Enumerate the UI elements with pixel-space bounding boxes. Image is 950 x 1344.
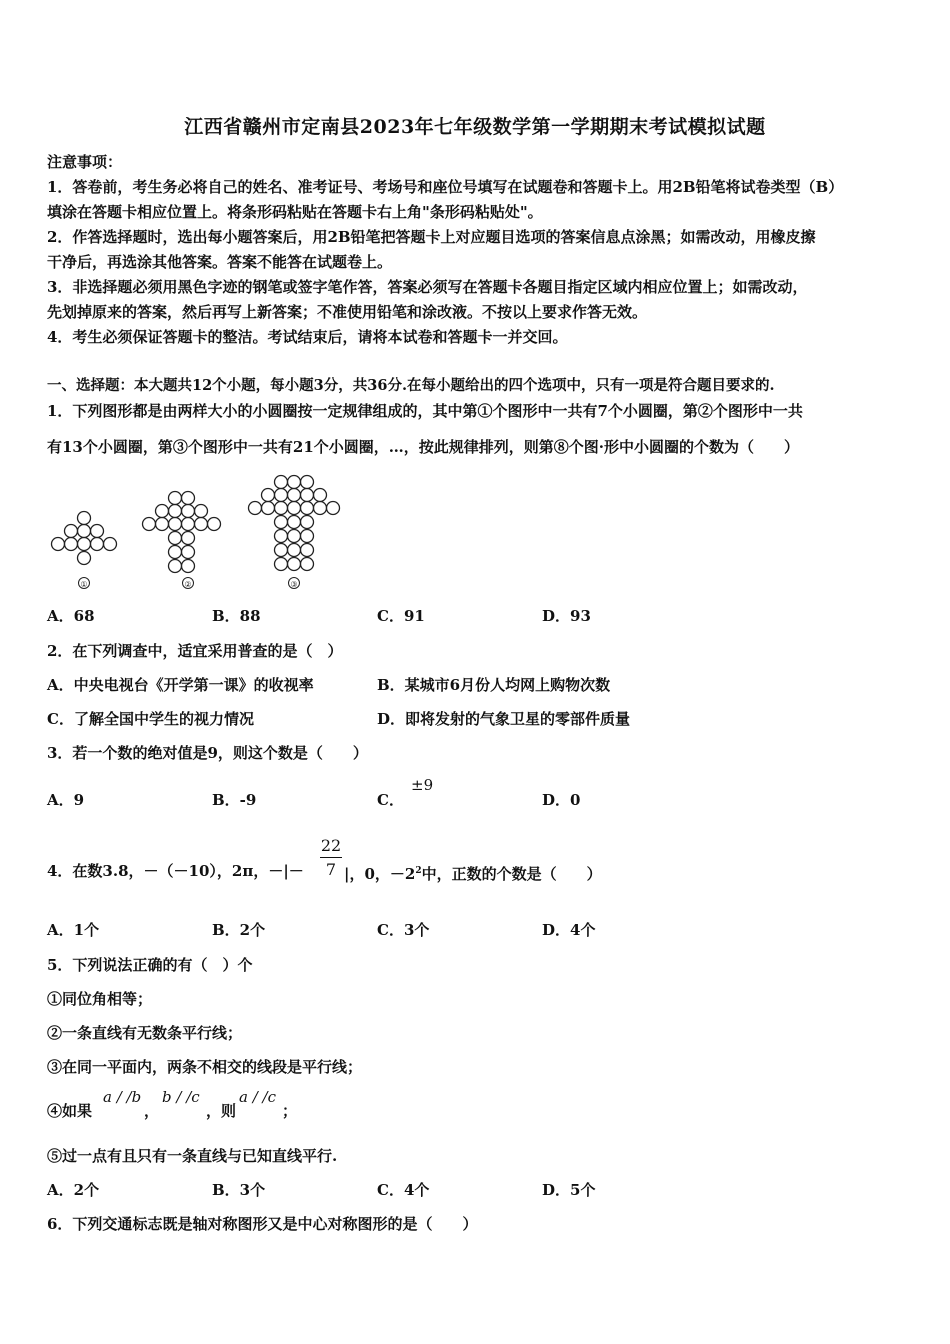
- page-title: 江西省赣州市定南县2023年七年级数学第一学期期末考试模拟试题: [184, 116, 766, 138]
- q4-option-d: D．4个: [542, 921, 596, 939]
- q3-option-a: A．9: [47, 791, 85, 809]
- q1-option-b: B．88: [212, 607, 261, 625]
- q6-stem: 6．下列交通标志既是轴对称图形又是中心对称图形的是（ ）: [47, 1215, 478, 1233]
- notice-line: 干净后，再选涂其他答案。答案不能答在试题卷上。: [47, 253, 393, 271]
- notice-line: 4．考生必须保证答题卡的整洁。考试结束后，请将本试卷和答题卡一并交回。: [47, 328, 568, 346]
- q3-option-b: B．-9: [212, 791, 257, 809]
- q1-option-a: A．68: [47, 607, 95, 625]
- q2-stem: 2．在下列调查中，适宜采用普查的是（ ）: [47, 642, 343, 660]
- notice-line: 填涂在答题卡相应位置上。将条形码粘贴在答题卡右上角"条形码粘贴处"。: [47, 203, 543, 221]
- fraction-numerator: 22: [320, 836, 342, 855]
- q3-stem: 3．若一个数的绝对值是9，则这个数是（ ）: [47, 744, 368, 762]
- q4-stem-mid: |，0，－2: [344, 865, 416, 883]
- q5-item-4-comma: ，: [144, 1102, 160, 1120]
- q5-item-5: ⑤过一点有且只有一条直线与已知直线平行.: [47, 1147, 338, 1165]
- notice-line: 3．非选择题必须用黑色字迹的钢笔或签字笔作答，答案必须写在答题卡各题目指定区域内相应位置上；如需改动，: [47, 278, 808, 296]
- q5-item-4-prefix: ④如果: [47, 1102, 93, 1120]
- q2-option-c: C．了解全国中学生的视力情况: [47, 710, 254, 728]
- q4-option-b: B．2个: [212, 921, 266, 939]
- q3-option-d: D．0: [542, 791, 581, 809]
- q2-option-a: A．中央电视台《开学第一课》的收视率: [47, 676, 314, 694]
- q5-item-3: ③在同一平面内，两条不相交的线段是平行线；: [47, 1058, 363, 1076]
- section-heading: 一、选择题：本大题共12个小题，每小题3分，共36分.在每小题给出的四个选项中，只有一项是符合题目要求的.: [47, 377, 775, 394]
- q4-exponent: 2: [415, 866, 422, 876]
- q4-stem-part1: 4．在数3.8，－（－10），2π，－|－: [47, 862, 304, 880]
- notice-heading: 注意事项：: [47, 153, 123, 171]
- figure-label-3: ③: [290, 580, 298, 589]
- q5-item-4-b-parallel-c: b / /c: [162, 1088, 200, 1106]
- fraction-denominator: 7: [325, 860, 337, 879]
- q1-stem-line1: 1．下列图形都是由两样大小的小圆圈按一定规律组成的，其中第①个图形中一共有7个小圆圈，第②个图形中一共: [47, 402, 803, 420]
- pattern-figure-1: [52, 512, 117, 565]
- notice-line: 2．作答选择题时，选出每小题答案后，用2B铅笔把答题卡上对应题目选项的答案信息点涂黑；如需改动，用橡皮擦: [47, 228, 816, 246]
- q5-stem: 5．下列说法正确的有（ ）个: [47, 956, 253, 974]
- q4-option-a: A．1个: [47, 921, 100, 939]
- q4-option-c: C．3个: [377, 921, 430, 939]
- q2-option-d: D．即将发射的气象卫星的零部件质量: [377, 710, 631, 728]
- q5-option-b: B．3个: [212, 1181, 266, 1199]
- q4-stem-part2: [344, 861, 602, 884]
- q5-option-a: A．2个: [47, 1181, 100, 1199]
- q1-circle-pattern-figure: [44, 472, 350, 594]
- q1-stem-line2: 有13个小圆圈，第③个图形中一共有21个小圆圈，…，按此规律排列，则第⑧个图·形中小圆圈的个数为（ ）: [47, 438, 799, 456]
- notice-line: 先划掉原来的答案，然后再写上新答案；不准使用铅笔和涂改液。不按以上要求作答无效。: [47, 303, 648, 321]
- q4-fraction: [318, 836, 344, 879]
- q5-item-4-then: ，则: [206, 1102, 237, 1120]
- q5-option-d: D．5个: [542, 1181, 596, 1199]
- notice-line: 1．答卷前，考生务必将自己的姓名、准考证号、考场号和座位号填写在试题卷和答题卡上。用2B铅笔将试卷类型（B）: [47, 178, 844, 196]
- figure-label-2: ②: [184, 580, 192, 589]
- q5-option-c: C．4个: [377, 1181, 430, 1199]
- q5-item-2: ②一条直线有无数条平行线；: [47, 1024, 243, 1042]
- q5-item-4-end: ；: [282, 1102, 298, 1120]
- q4-stem-end: 中，正数的个数是（ ）: [421, 865, 602, 883]
- q1-option-d: D．93: [542, 607, 591, 625]
- pattern-figure-3: [249, 476, 340, 571]
- q5-item-1: ①同位角相等；: [47, 990, 153, 1008]
- q2-option-b: B．某城市6月份人均网上购物次数: [377, 676, 611, 694]
- q5-item-4-a-parallel-b: a / /b: [103, 1088, 142, 1106]
- q5-item-4-a-parallel-c: a / /c: [239, 1088, 276, 1106]
- q3-option-c: C．: [377, 791, 404, 809]
- pattern-figure-2: [143, 492, 221, 573]
- figure-label-1: ①: [80, 580, 88, 589]
- q1-option-c: C．91: [377, 607, 425, 625]
- q3-option-c-value: ±9: [411, 776, 434, 794]
